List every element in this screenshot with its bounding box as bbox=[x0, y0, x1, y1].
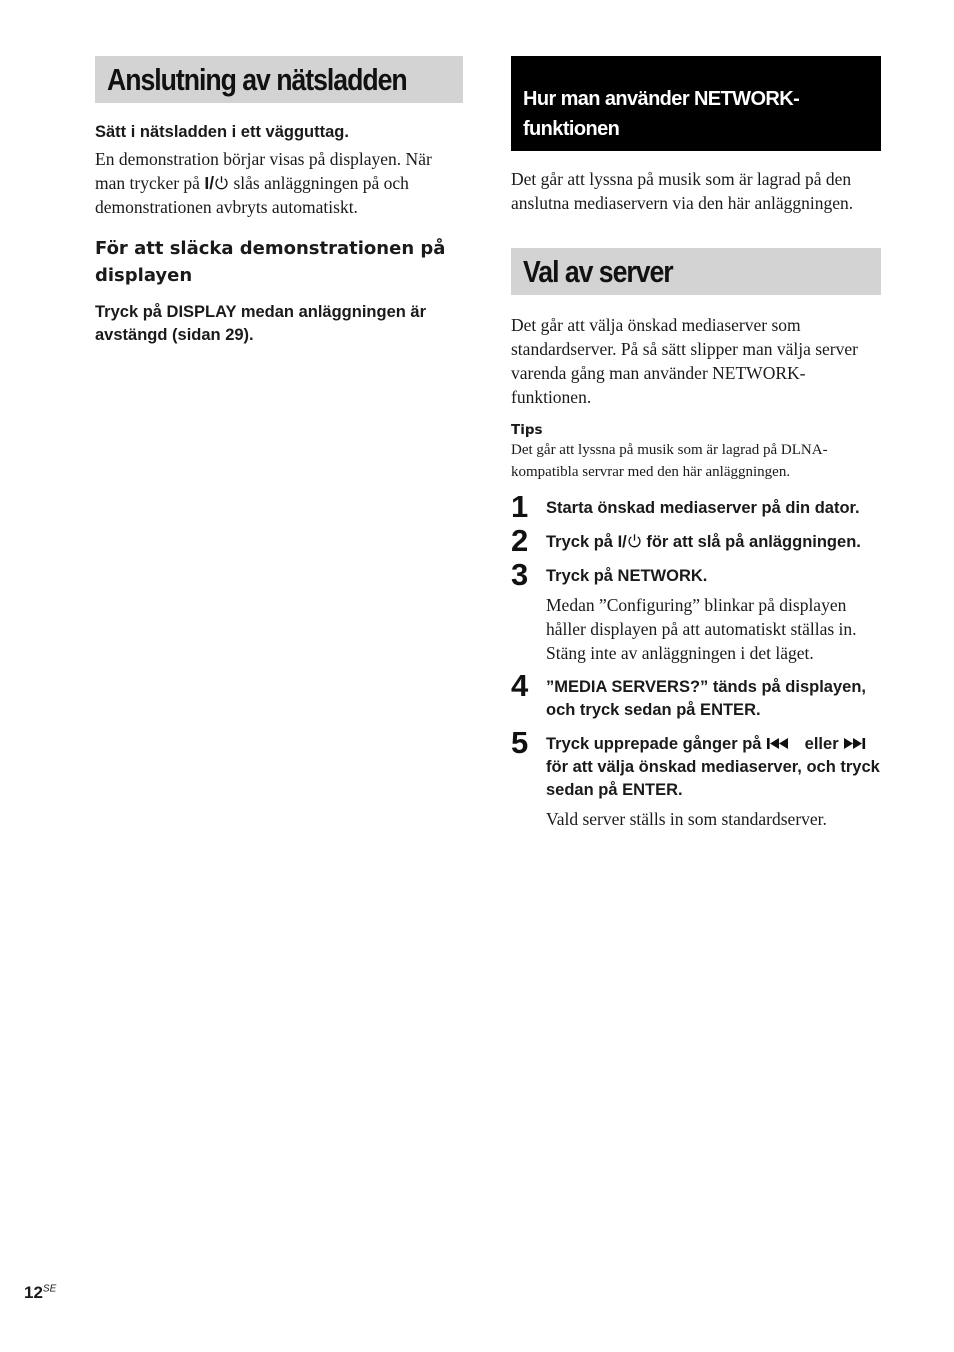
previous-track-icon bbox=[766, 737, 800, 750]
section-heading-server bbox=[511, 248, 881, 295]
tips-label: Tips bbox=[511, 422, 543, 438]
step-title: ”MEDIA SERVERS?” tänds på displayen, och tryck sedan på ENTER. bbox=[546, 678, 866, 719]
step-4 bbox=[511, 668, 881, 722]
power-icon bbox=[214, 175, 229, 191]
next-track-icon bbox=[843, 737, 877, 750]
step-number: 3 bbox=[511, 557, 529, 592]
step-5 bbox=[511, 725, 881, 831]
connect-instruction: Sätt i nätsladden i ett vägguttag. bbox=[95, 123, 349, 141]
step-number: 4 bbox=[511, 668, 529, 703]
page-number-suffix: SE bbox=[42, 1283, 57, 1295]
step-description: Vald server ställs in som standardserver. bbox=[546, 809, 827, 829]
step-title: Tryck på I/ för att slå på anläggningen. bbox=[546, 533, 861, 551]
section-heading-connection bbox=[95, 56, 463, 103]
step-title: Starta önskad mediaserver på din dator. bbox=[546, 499, 860, 517]
step-number: 5 bbox=[511, 725, 529, 760]
page-number-value: 12 bbox=[24, 1283, 43, 1302]
step-2 bbox=[511, 523, 881, 558]
power-label: I/ bbox=[618, 533, 642, 551]
right-column bbox=[511, 56, 881, 831]
step-number: 2 bbox=[511, 523, 529, 558]
section-heading-connection-text: Anslutning av nätsladden bbox=[107, 61, 407, 97]
demo-off-heading: För att släcka demonstrationen på displayen bbox=[95, 238, 446, 286]
section-heading-server-text: Val av server bbox=[523, 253, 673, 289]
connect-description-end: slås anläggningen på och demonstrationen avbryts automatiskt. bbox=[95, 173, 409, 217]
connect-description-start: En demonstration börjar visas på displayen. När man trycker på bbox=[95, 149, 432, 193]
step-description: Medan ”Configuring” blinkar på displayen håller displayen på att automatiskt ställas in. Stäng inte av anläggningen i det läget. bbox=[546, 595, 857, 663]
step-title: Tryck på NETWORK. bbox=[546, 567, 708, 585]
server-description: Det går att välja önskad mediaserver som standardserver. På så sätt slipper man välja server varenda gång man använder NETWORK-funktionen. bbox=[511, 315, 858, 407]
page-number bbox=[24, 1283, 56, 1303]
step-3 bbox=[511, 557, 881, 665]
power-icon bbox=[627, 533, 642, 549]
step-1 bbox=[511, 489, 881, 524]
demo-off-instruction: Tryck på DISPLAY medan anläggningen är avstängd (sidan 29). bbox=[95, 303, 427, 344]
network-description: Det går att lyssna på musik som är lagrad på den anslutna mediaservern via den här anläggningen. bbox=[511, 169, 854, 213]
tips-text: Det går att lyssna på musik som är lagrad på DLNA-kompatibla servrar med den här anläggningen. bbox=[511, 442, 828, 480]
step-title: Tryck upprepade gånger på eller för att välja önskad mediaserver, och tryck sedan på ENTER. bbox=[546, 735, 880, 799]
power-label: I/ bbox=[204, 173, 229, 193]
network-heading bbox=[511, 56, 881, 151]
step-number: 1 bbox=[511, 489, 529, 524]
left-column bbox=[95, 56, 463, 347]
connect-description bbox=[95, 147, 463, 219]
network-heading-text: Hur man använder NETWORK-funktionen bbox=[523, 88, 800, 140]
